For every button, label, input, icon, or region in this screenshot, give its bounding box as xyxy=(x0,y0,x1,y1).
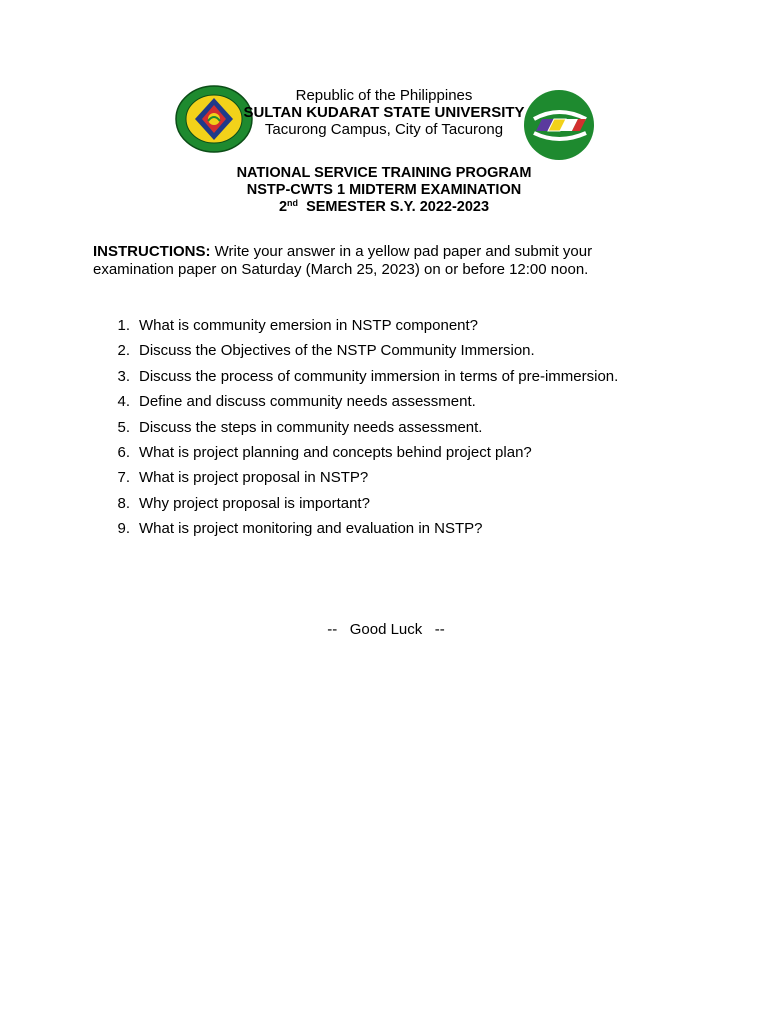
instructions-block xyxy=(93,243,653,279)
instructions-text: Write your answer in a yellow pad paper and submit your examination paper on Saturday (March 25, 2023) on or before 12:00 noon. xyxy=(93,243,593,278)
question-number: 8. xyxy=(117,494,130,512)
question-text: What is project planning and concepts behind project plan? xyxy=(139,443,532,461)
question-number: 3. xyxy=(117,367,130,385)
question-number: 2. xyxy=(117,342,130,360)
question-number: 6. xyxy=(117,443,130,461)
instructions-label: INSTRUCTIONS: xyxy=(93,243,211,260)
university-name: SULTAN KUDARAT STATE UNIVERSITY xyxy=(243,104,525,121)
question-number: 4. xyxy=(117,393,130,411)
exam-title: NSTP-CWTS 1 MIDTERM EXAMINATION xyxy=(246,182,522,198)
question-text: Discuss the process of community immersion in terms of pre-immersion. xyxy=(139,367,619,385)
question-text: What is community emersion in NSTP component? xyxy=(139,317,479,334)
question-number: 7. xyxy=(117,469,130,487)
question-text: Discuss the Objectives of the NSTP Community Immersion. xyxy=(139,342,535,360)
semester-ordinal-suffix: nd xyxy=(287,198,299,208)
program-title: NATIONAL SERVICE TRAINING PROGRAM xyxy=(236,165,532,181)
question-number: 5. xyxy=(117,418,130,436)
question-number: 1. xyxy=(117,317,130,334)
semester-title xyxy=(0,199,768,216)
question-text: Discuss the steps in community needs assessment. xyxy=(139,418,483,436)
semester-school-year: SEMESTER S.Y. 2022-2023 xyxy=(306,199,490,215)
semester-number: 2 xyxy=(278,199,288,215)
question-text: What is project monitoring and evaluation in NSTP? xyxy=(139,520,483,538)
question-text: What is project proposal in NSTP? xyxy=(139,469,369,487)
question-text: Define and discuss community needs assessment. xyxy=(139,393,476,411)
question-text: Why project proposal is important? xyxy=(139,494,370,512)
campus-location: Tacurong Campus, City of Tacurong xyxy=(264,121,504,138)
republic-heading: Republic of the Philippines xyxy=(295,87,473,104)
good-luck-footer: -- Good Luck -- xyxy=(327,621,445,638)
question-number: 9. xyxy=(117,520,130,538)
